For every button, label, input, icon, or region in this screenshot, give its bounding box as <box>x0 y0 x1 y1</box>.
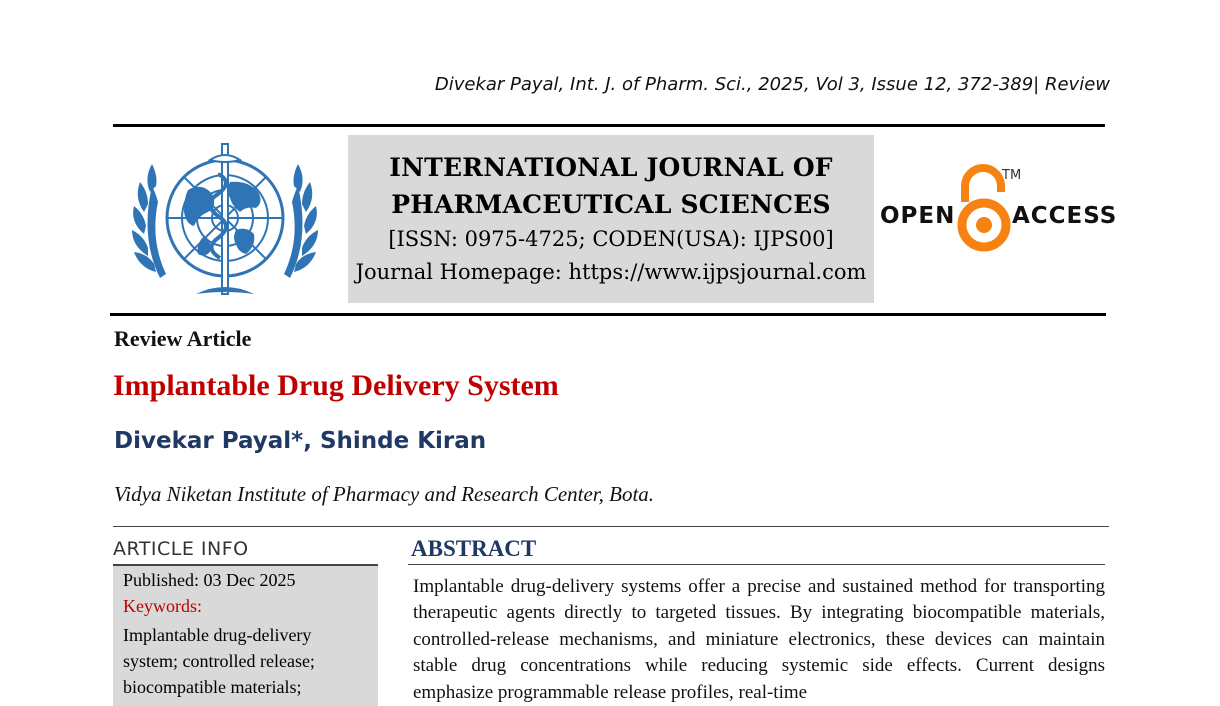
citation-line: Divekar Payal, Int. J. of Pharm. Sci., 2025, Vol 3, Issue 12, 372-389| Review <box>434 74 1110 95</box>
section-divider <box>113 526 1109 527</box>
journal-name-line2: PHARMACEUTICAL SCIENCES <box>391 190 831 219</box>
article-authors: Divekar Payal*, Shinde Kiran <box>114 428 487 454</box>
article-info-heading: ARTICLE INFO <box>113 538 249 560</box>
abstract-heading: ABSTRACT <box>411 536 537 561</box>
article-title: Implantable Drug Delivery System <box>113 369 559 402</box>
header-top-rule <box>113 124 1105 127</box>
keyword-line: biocompatible materials; <box>123 677 302 697</box>
open-access-logo <box>880 162 1118 254</box>
article-affiliation: Vidya Niketan Institute of Pharmacy and Research Center, Bota. <box>114 482 655 506</box>
trademark-mark: TM <box>1002 168 1022 183</box>
keyword-line: Implantable drug-delivery <box>123 625 312 645</box>
header-bottom-rule <box>110 313 1106 316</box>
journal-homepage-link[interactable]: Journal Homepage: https://www.ijpsjournal.com <box>355 260 867 284</box>
journal-name-line1: INTERNATIONAL JOURNAL OF <box>389 153 833 182</box>
abstract-rule <box>408 564 1105 565</box>
open-access-right-text: ACCESS <box>1012 203 1118 229</box>
abstract-text: Implantable drug-delivery systems offer a precise and sustained method for transporting therapeutic agents directly to targeted tissues. By integrating biocompatible materials, controlled-release mechanisms, and miniature electronics, these devices can maintain stable drug concentrations while reducing systemic side effects. Current designs emphasize programmable release profiles, real-time <box>413 576 1105 703</box>
keywords-list <box>123 622 368 700</box>
journal-issn: [ISSN: 0975-4725; CODEN(USA): IJPS00] <box>388 227 834 251</box>
keyword-line: system; controlled release; <box>123 651 315 671</box>
keywords-label: Keywords: <box>123 596 202 616</box>
published-date: Published: 03 Dec 2025 <box>123 570 296 590</box>
article-type: Review Article <box>114 326 252 351</box>
journal-masthead <box>348 135 874 303</box>
article-info-box <box>113 566 378 706</box>
open-access-left-text: OPEN <box>880 203 956 229</box>
caduceus-globe-emblem-icon <box>126 138 324 306</box>
